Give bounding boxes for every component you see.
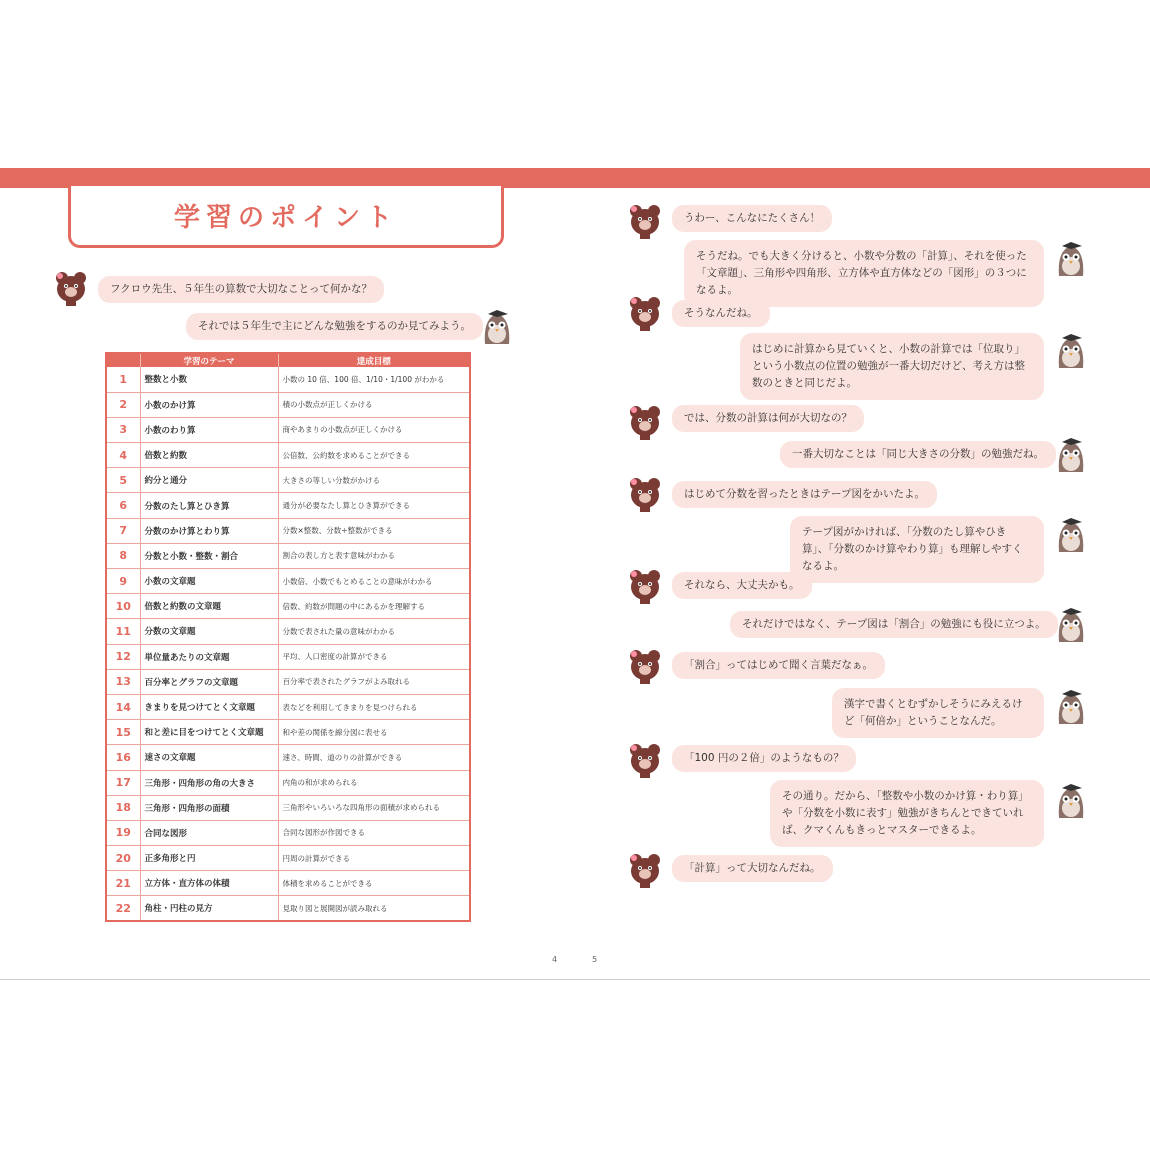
bear-avatar-icon (628, 852, 662, 888)
speech-bubble-bear: そうなんだね。 (672, 300, 770, 327)
row-theme: 百分率とグラフの文章題 (140, 669, 278, 694)
row-goal: 見取り図と展開図が読み取れる (278, 896, 470, 921)
speech-bubble-bear: 「100 円の２倍」のようなもの？ (672, 745, 856, 772)
table-row (106, 820, 470, 845)
row-goal: 大きさの等しい分数がかける (278, 468, 470, 493)
row-number: 2 (106, 392, 140, 417)
table-row (106, 871, 470, 896)
speech-bubble-bear: はじめて分数を習ったときはテープ図をかいたよ。 (672, 481, 937, 508)
speech-bubble-bear: 「割合」ってはじめて聞く言葉だなぁ。 (672, 652, 885, 679)
speech-bubble-owl: はじめに計算から見ていくと、小数の計算では「位取り」という小数点の位置の勉強が一番大切だけど、考え方は整数のときと同じだよ。 (740, 333, 1044, 400)
row-theme: 和と差に目をつけてとく文章題 (140, 720, 278, 745)
speech-bubble-owl: 一番大切なことは「同じ大きさの分数」の勉強だね。 (780, 441, 1056, 468)
row-theme: 三角形・四角形の面積 (140, 795, 278, 820)
row-theme: 分数のたし算とひき算 (140, 493, 278, 518)
bear-avatar-icon (628, 295, 662, 331)
table-header-theme: 学習のテーマ (140, 353, 278, 367)
table-header-row (106, 353, 470, 367)
row-goal: 商やあまりの小数点が正しくかける (278, 417, 470, 442)
row-number: 14 (106, 694, 140, 719)
row-number: 3 (106, 417, 140, 442)
bear-avatar-icon (54, 270, 88, 306)
table-row (106, 543, 470, 568)
row-goal: 円周の計算ができる (278, 846, 470, 871)
speech-bubble-owl: そうだね。でも大きく分けると、小数や分数の「計算」、それを使った「文章題」、三角形や四角形、立方体や直方体などの「図形」の３つになるよ。 (684, 240, 1044, 307)
row-goal: 積の小数点が正しくかける (278, 392, 470, 417)
row-theme: 約分と通分 (140, 468, 278, 493)
row-theme: 分数のかけ算とわり算 (140, 518, 278, 543)
row-number: 11 (106, 619, 140, 644)
row-theme: 分数と小数・整数・割合 (140, 543, 278, 568)
row-number: 9 (106, 569, 140, 594)
row-theme: 合同な図形 (140, 820, 278, 845)
row-number: 17 (106, 770, 140, 795)
table-row (106, 468, 470, 493)
row-theme: 単位量あたりの文章題 (140, 644, 278, 669)
row-theme: 三角形・四角形の角の大きさ (140, 770, 278, 795)
row-goal: 公倍数、公約数を求めることができる (278, 443, 470, 468)
owl-avatar-icon (1054, 332, 1088, 368)
row-goal: 倍数、約数が問題の中にあるかを理解する (278, 594, 470, 619)
row-theme: きまりを見つけてとく文章題 (140, 694, 278, 719)
row-goal: 通分が必要なたし算とひき算ができる (278, 493, 470, 518)
table-row (106, 694, 470, 719)
row-number: 1 (106, 367, 140, 392)
bear-avatar-icon (628, 203, 662, 239)
table-row (106, 417, 470, 442)
speech-bubble-bear: うわー、こんなにたくさん！ (672, 205, 832, 232)
row-goal: 小数倍、小数でもとめることの意味がわかる (278, 569, 470, 594)
speech-bubble-owl: それでは５年生で主にどんな勉強をするのか見てみよう。 (186, 313, 483, 340)
speech-bubble-owl: テープ図がかければ、「分数のたし算やひき算」、「分数のかけ算やわり算」も理解しやすくなるよ。 (790, 516, 1044, 583)
row-goal: 体積を求めることができる (278, 871, 470, 896)
row-number: 18 (106, 795, 140, 820)
table-row (106, 745, 470, 770)
row-number: 20 (106, 846, 140, 871)
row-theme: 角柱・円柱の見方 (140, 896, 278, 921)
table-row (106, 594, 470, 619)
row-theme: 小数のわり算 (140, 417, 278, 442)
row-number: 16 (106, 745, 140, 770)
row-number: 21 (106, 871, 140, 896)
row-theme: 分数の文章題 (140, 619, 278, 644)
speech-bubble-owl: 漢字で書くとむずかしそうにみえるけど「何倍か」ということなんだ。 (832, 688, 1044, 738)
speech-bubble-bear: 「計算」って大切なんだね。 (672, 855, 833, 882)
row-theme: 倍数と約数の文章題 (140, 594, 278, 619)
table-row (106, 644, 470, 669)
page-number-right: 5 (592, 955, 598, 964)
table-row (106, 443, 470, 468)
row-number: 10 (106, 594, 140, 619)
row-goal: 和や差の関係を線分図に表せる (278, 720, 470, 745)
row-goal: 内角の和が求められる (278, 770, 470, 795)
bear-avatar-icon (628, 476, 662, 512)
table-row (106, 619, 470, 644)
speech-bubble-owl: それだけではなく、テープ図は「割合」の勉強にも役に立つよ。 (730, 611, 1058, 638)
section-title-box (68, 186, 504, 248)
row-theme: 小数の文章題 (140, 569, 278, 594)
row-number: 12 (106, 644, 140, 669)
row-theme: 倍数と約数 (140, 443, 278, 468)
row-goal: 平均、人口密度の計算ができる (278, 644, 470, 669)
table-row (106, 493, 470, 518)
row-number: 5 (106, 468, 140, 493)
row-goal: 百分率で表されたグラフがよみ取れる (278, 669, 470, 694)
table-header-goal: 達成目標 (278, 353, 470, 367)
speech-bubble-bear: では、分数の計算は何が大切なの？ (672, 405, 864, 432)
row-theme: 立方体・直方体の体積 (140, 871, 278, 896)
row-number: 6 (106, 493, 140, 518)
row-theme: 速さの文章題 (140, 745, 278, 770)
speech-bubble-owl: その通り。だから、「整数や小数のかけ算・わり算」や「分数を小数に表す」勉強がきちんとできていれば、クマくんもきっとマスターできるよ。 (770, 780, 1044, 847)
table-header-num (106, 353, 140, 367)
table-row (106, 367, 470, 392)
row-theme: 整数と小数 (140, 367, 278, 392)
table-row (106, 392, 470, 417)
owl-avatar-icon (1054, 782, 1088, 818)
owl-avatar-icon (1054, 240, 1088, 276)
row-number: 22 (106, 896, 140, 921)
owl-avatar-icon (1054, 516, 1088, 552)
row-goal: 表などを利用してきまりを見つけられる (278, 694, 470, 719)
page-number-left: 4 (552, 955, 558, 964)
section-title: 学習のポイント (173, 203, 398, 233)
row-goal: 合同な図形が作図できる (278, 820, 470, 845)
table-row (106, 896, 470, 921)
owl-avatar-icon (1054, 688, 1088, 724)
table-row (106, 846, 470, 871)
row-goal: 分数で表された量の意味がわかる (278, 619, 470, 644)
table-row (106, 720, 470, 745)
page-bottom-rule (0, 979, 1150, 980)
row-goal: 速さ、時間、道のりの計算ができる (278, 745, 470, 770)
row-number: 7 (106, 518, 140, 543)
row-number: 19 (106, 820, 140, 845)
learning-themes-table (105, 352, 471, 922)
table-row (106, 770, 470, 795)
speech-bubble-bear: それなら、大丈夫かも。 (672, 572, 812, 599)
row-number: 8 (106, 543, 140, 568)
row-goal: 小数の 10 倍、100 倍、1/10・1/100 がわかる (278, 367, 470, 392)
row-number: 4 (106, 443, 140, 468)
row-number: 13 (106, 669, 140, 694)
table-row (106, 518, 470, 543)
owl-avatar-icon (1054, 436, 1088, 472)
bear-avatar-icon (628, 648, 662, 684)
bear-avatar-icon (628, 742, 662, 778)
row-goal: 三角形やいろいろな四角形の面積が求められる (278, 795, 470, 820)
bear-avatar-icon (628, 568, 662, 604)
row-theme: 小数のかけ算 (140, 392, 278, 417)
header-band (0, 168, 1150, 188)
owl-avatar-icon (480, 308, 514, 344)
bear-avatar-icon (628, 404, 662, 440)
row-goal: 分数×整数、分数÷整数ができる (278, 518, 470, 543)
table-row (106, 795, 470, 820)
table-row (106, 669, 470, 694)
row-theme: 正多角形と円 (140, 846, 278, 871)
table-row (106, 569, 470, 594)
row-number: 15 (106, 720, 140, 745)
owl-avatar-icon (1054, 606, 1088, 642)
speech-bubble-bear: フクロウ先生、５年生の算数で大切なことって何かな？ (98, 276, 384, 303)
row-goal: 割合の表し方と表す意味がわかる (278, 543, 470, 568)
